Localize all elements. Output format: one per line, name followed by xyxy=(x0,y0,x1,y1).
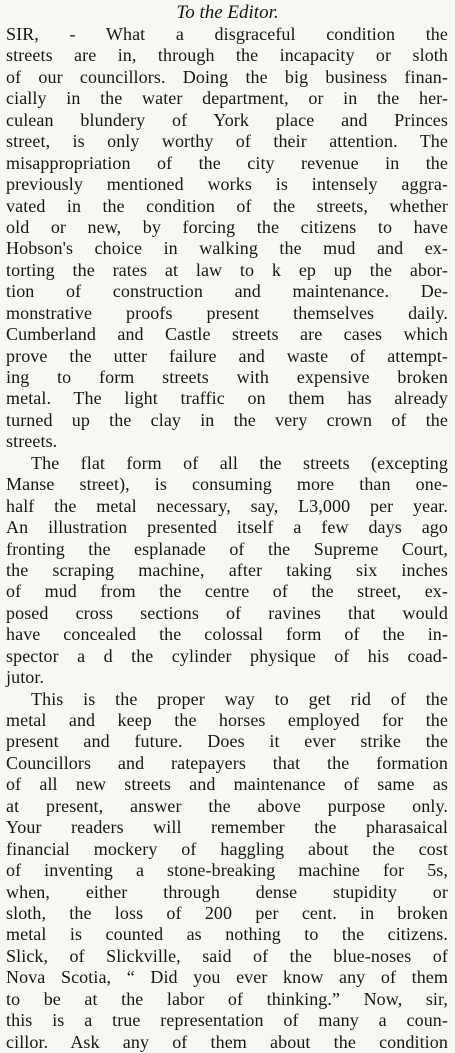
text-line: have concealed the colossal form of the in- xyxy=(6,624,448,645)
text-line: Councillors and ratepayers that the formation xyxy=(6,752,448,773)
text-line: spector a d the cylinder physique of his coad- xyxy=(6,645,448,666)
text-line: metal and keep the horses employed for the xyxy=(6,710,448,730)
text-line: Your readers will remember the pharasaical xyxy=(6,817,448,838)
text-line: tion of construction and maintenance. De- xyxy=(6,281,448,302)
text-line: monstrative proofs present themselves daily. xyxy=(6,302,448,323)
text-line: Slick, of Slickville, said of the blue-noses of xyxy=(6,945,448,966)
text-line: ing to form streets with expensive broken xyxy=(6,367,448,387)
text-line: The flat form of all the streets (excepting xyxy=(31,452,448,473)
text-line: financial mockery of haggling about the cost xyxy=(6,838,448,859)
text-line: vated in the condition of the streets, whether xyxy=(6,195,448,216)
text-line: cillor. Ask any of them about the condition xyxy=(6,1031,448,1052)
text-line: cially in the water department, or in the her- xyxy=(6,88,448,109)
text-line: when, either through dense stupidity or xyxy=(6,881,448,902)
text-line: misappropriation of the city revenue in the xyxy=(6,152,448,173)
text-line: of our councillors. Doing the big business finan- xyxy=(6,66,448,87)
letter-heading: To the Editor. xyxy=(176,2,279,23)
text-line: Hobson's choice in walking the mud and ex- xyxy=(6,238,448,259)
text-line: of inventing a stone-breaking machine for 5s, xyxy=(6,860,448,881)
text-line: streets. xyxy=(6,431,58,452)
text-line: fronting the esplanade of the Supreme Court, xyxy=(6,538,448,559)
text-line: jutor. xyxy=(6,667,45,688)
text-line: this is a true representation of many a coun- xyxy=(6,1010,448,1031)
text-line: SIR, - What a disgraceful condition the xyxy=(6,24,448,44)
text-line: street, is only worthy of their attention. The xyxy=(6,131,448,152)
text-line: previously mentioned works is intensely aggra- xyxy=(6,174,448,195)
text-line: An illustration presented itself a few days ago xyxy=(6,517,448,538)
text-line: the scraping machine, after taking six inches xyxy=(6,559,448,580)
text-line: torting the rates at law to k ep up the abor- xyxy=(6,259,448,280)
text-line: to be at the labor of thinking.” Now, sir, xyxy=(6,988,448,1009)
text-line: metal. The light traffic on them has already xyxy=(6,388,448,409)
text-line: Manse street), is consuming more than one- xyxy=(6,474,448,495)
text-line: culean blundery of York place and Princes xyxy=(6,109,448,130)
text-line: half the metal necessary, say, L3,000 per year. xyxy=(6,495,448,516)
text-line: old or new, by forcing the citizens to have xyxy=(6,216,448,237)
text-line: Nova Scotia, “ Did you ever know any of them xyxy=(6,967,448,988)
text-line: of mud from the centre of the street, ex- xyxy=(6,581,448,602)
text-line: This is the proper way to get rid of the xyxy=(31,688,448,709)
text-line: Cumberland and Castle streets are cases which xyxy=(6,324,448,345)
text-line: sloth, the loss of 200 per cent. in broken xyxy=(6,902,448,923)
text-line: prove the utter failure and waste of attempt- xyxy=(6,345,448,366)
text-line: posed cross sections of ravines that would xyxy=(6,602,448,623)
text-line: turned up the clay in the very crown of the xyxy=(6,409,448,430)
text-line: streets are in, through the incapacity or sloth xyxy=(6,45,448,66)
letter-body xyxy=(6,24,448,1053)
text-line: at present, answer the above purpose only. xyxy=(6,795,448,816)
text-line: present and future. Does it ever strike the xyxy=(6,731,448,752)
text-line: of all new streets and maintenance of same as xyxy=(6,774,448,795)
text-line: metal is counted as nothing to the citizens. xyxy=(6,924,448,945)
